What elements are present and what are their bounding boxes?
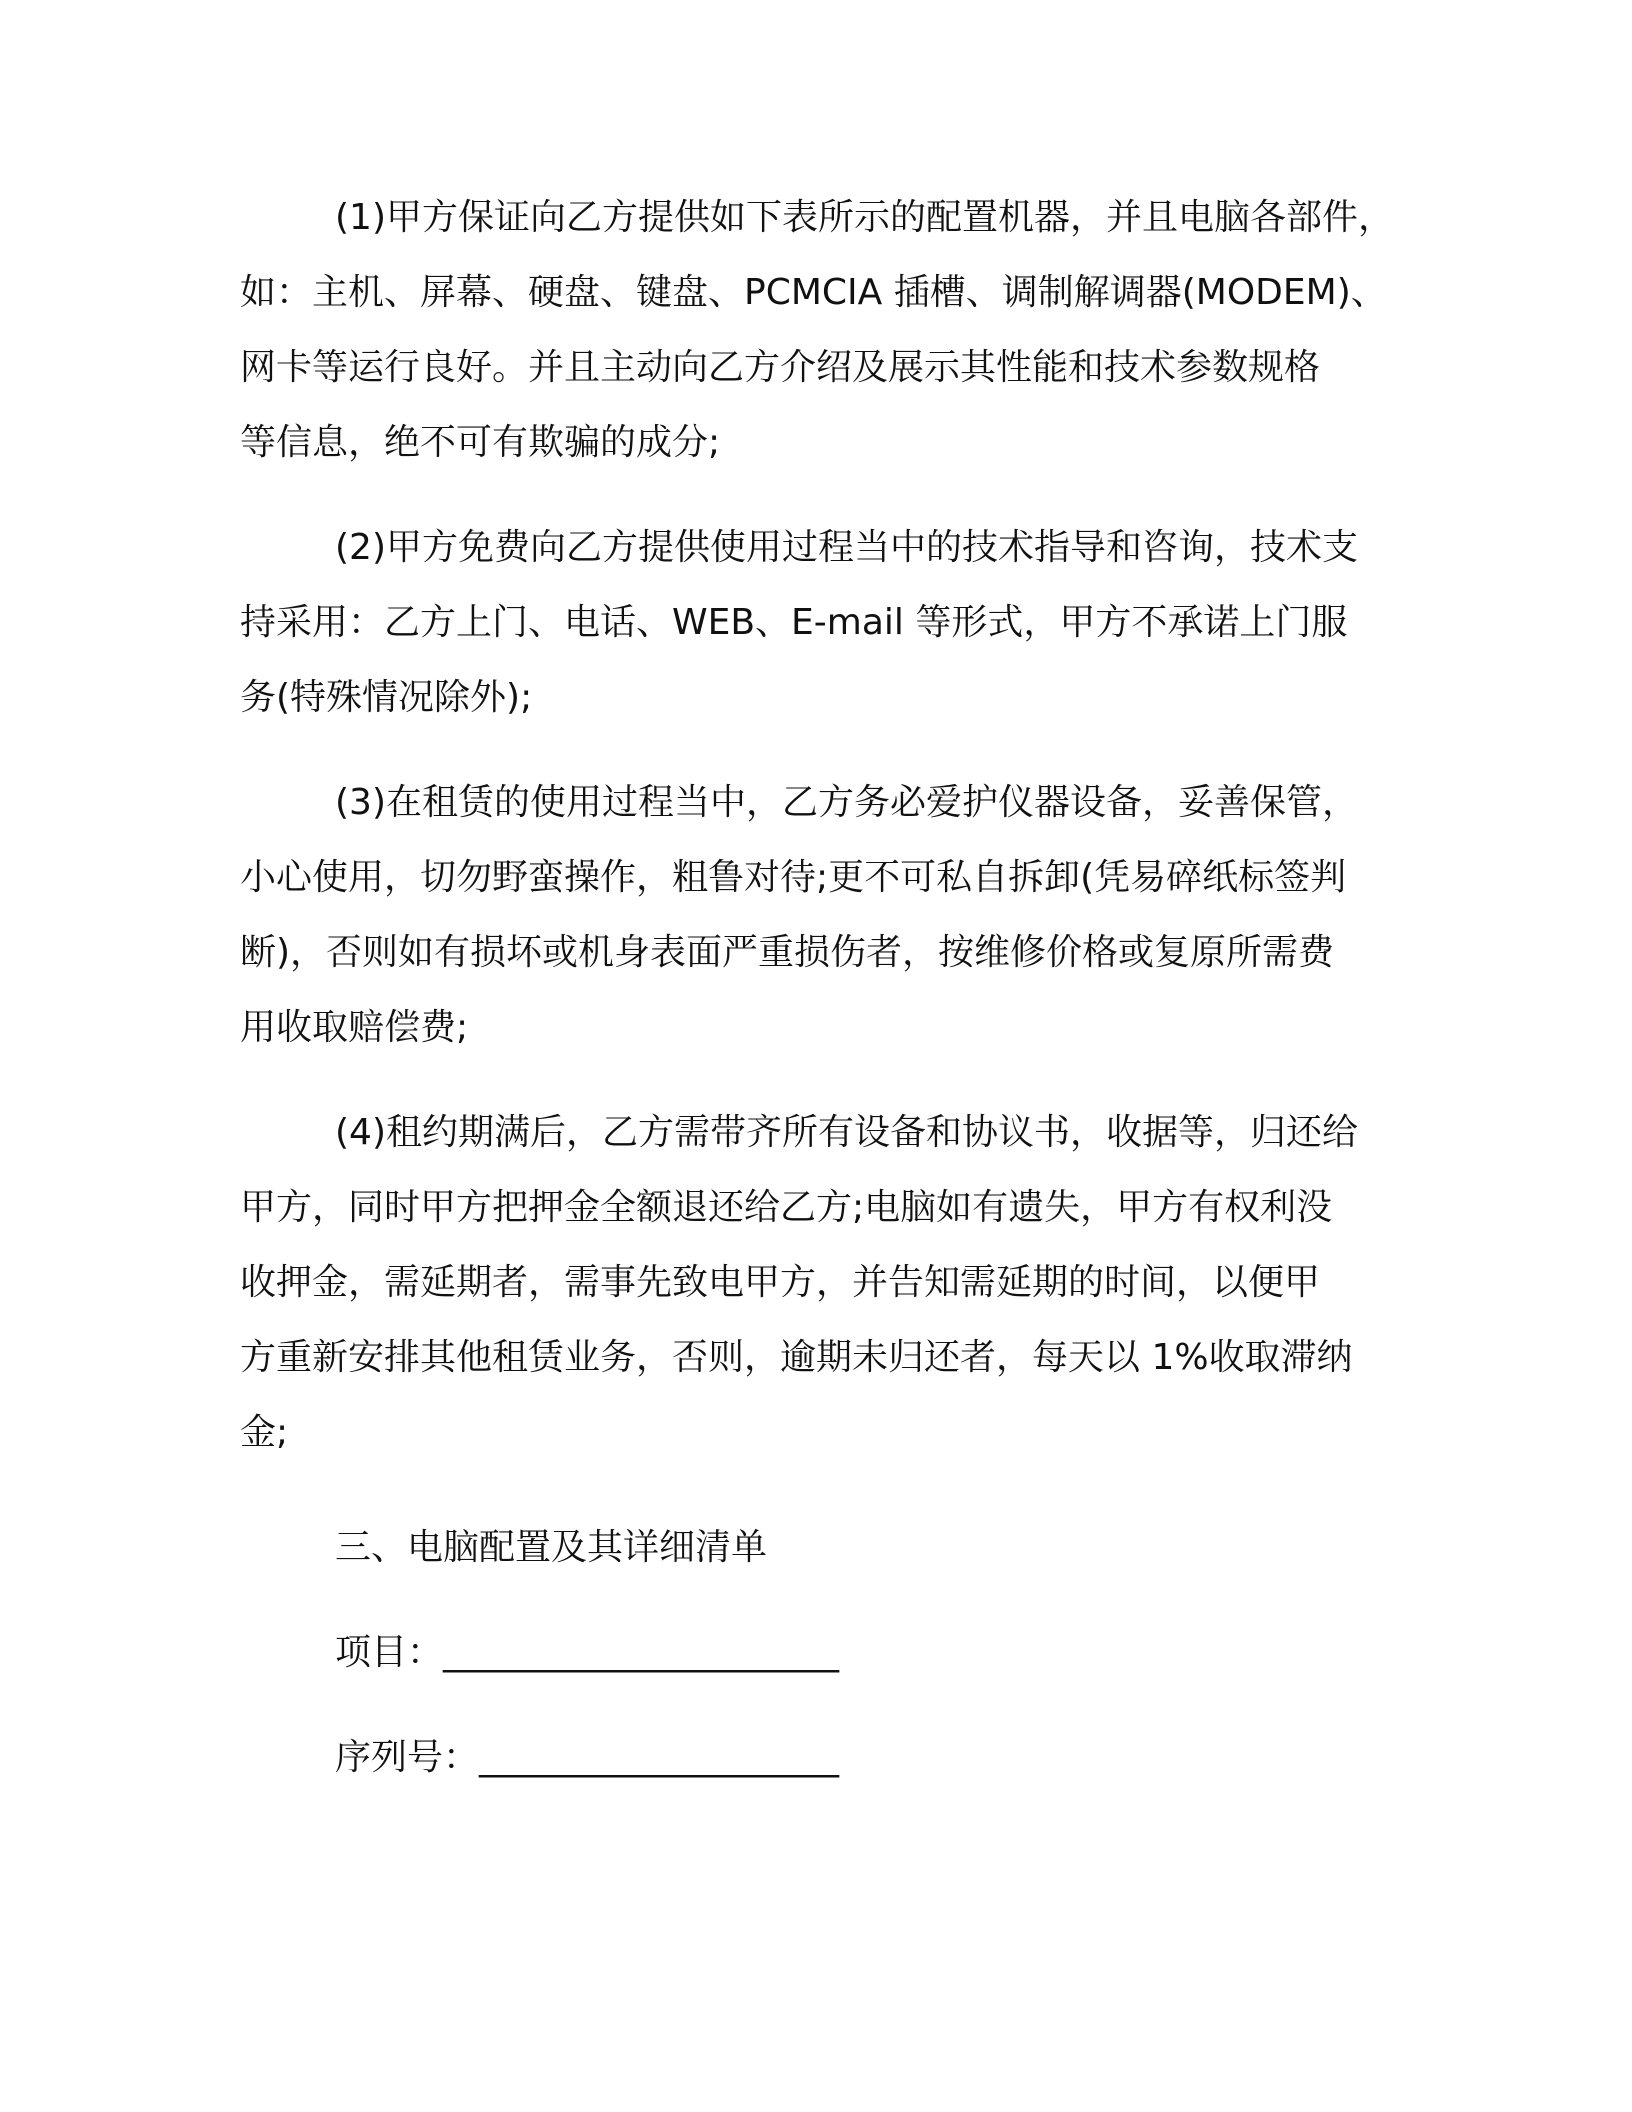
paragraph-1-line-3: 网卡等运行良好。并且主动向乙方介绍及展示其性能和技术参数规格 bbox=[240, 347, 1321, 388]
paragraph-3-line-3: 断)，否则如有损坏或机身表面严重损伤者，按维修价格或复原所需费 bbox=[240, 932, 1335, 973]
field-project bbox=[335, 1628, 839, 1678]
paragraph-1-line-2: 如：主机、屏幕、硬盘、键盘、PCMCIA 插槽、调制解调器(MODEM)、 bbox=[240, 272, 1387, 313]
paragraph-2-line-3: 务(特殊情况除外); bbox=[240, 677, 533, 718]
paragraph-1-line-4: 等信息，绝不可有欺骗的成分; bbox=[240, 422, 721, 463]
field-project-label: 项目： bbox=[335, 1632, 444, 1673]
section-heading: 三、电脑配置及其详细清单 bbox=[335, 1527, 768, 1568]
paragraph-4-line-2: 甲方，同时甲方把押金全额退还给乙方;电脑如有遗失，甲方有权利没 bbox=[240, 1187, 1333, 1228]
paragraph-4-line-5: 金; bbox=[240, 1412, 289, 1453]
field-serial-number-label: 序列号： bbox=[335, 1737, 480, 1778]
field-project-blank: ______________________ bbox=[443, 1632, 840, 1673]
paragraph-4-line-3: 收押金，需延期者，需事先致电甲方，并告知需延期的时间，以便甲 bbox=[240, 1262, 1321, 1303]
field-serial-number-blank: ____________________ bbox=[479, 1737, 840, 1778]
paragraph-4-line-1: (4)租约期满后，乙方需带齐所有设备和协议书，收据等，归还给 bbox=[335, 1112, 1358, 1153]
paragraph-3-line-1: (3)在租赁的使用过程当中，乙方务必爱护仪器设备，妥善保管， bbox=[335, 782, 1358, 823]
paragraph-2-line-1: (2)甲方免费向乙方提供使用过程当中的技术指导和咨询，技术支 bbox=[335, 527, 1358, 568]
paragraph-2-line-2: 持采用：乙方上门、电话、WEB、E-mail 等形式，甲方不承诺上门服 bbox=[240, 602, 1348, 643]
field-serial-number bbox=[335, 1733, 839, 1783]
paragraph-3-line-2: 小心使用，切勿野蛮操作，粗鲁对待;更不可私自拆卸(凭易碎纸标签判 bbox=[240, 857, 1347, 898]
paragraph-3-line-4: 用收取赔偿费; bbox=[240, 1007, 469, 1048]
paragraph-1-line-1: (1)甲方保证向乙方提供如下表所示的配置机器，并且电脑各部件， bbox=[335, 197, 1394, 238]
paragraph-4-line-4: 方重新安排其他租赁业务，否则，逾期未归还者，每天以 1%收取滞纳 bbox=[240, 1337, 1353, 1378]
